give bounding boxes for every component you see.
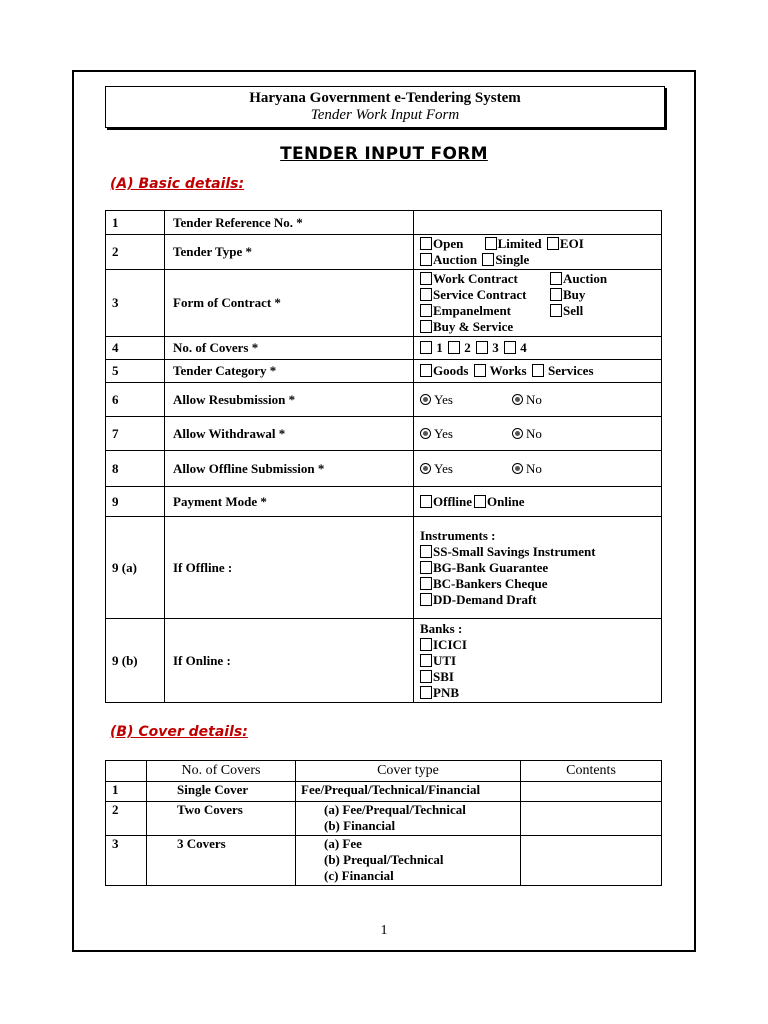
section-b-heading: (B) Cover details: [110,724,248,740]
column-header: Contents [521,761,662,782]
basic-details-table [105,210,662,703]
radio-icon[interactable] [512,394,523,405]
cover-contents[interactable] [521,782,662,802]
option-sell[interactable]: Sell [550,303,583,319]
option-buy-and-service[interactable]: Buy & Service [420,319,513,335]
table-row [106,417,662,451]
form-of-contract-options [414,270,662,337]
option-auction[interactable]: Auction [550,271,607,287]
row-number: 9 (b) [106,619,165,703]
table-header-row [106,761,662,782]
payment-mode-options [414,487,662,517]
checkbox-icon[interactable] [420,364,432,377]
row-label: Form of Contract * [165,270,414,337]
checkbox-icon[interactable] [474,364,486,377]
radio-yes[interactable]: Yes [420,392,512,408]
table-row [106,451,662,487]
row-label: If Online : [165,619,414,703]
option-ss[interactable]: SS-Small Savings Instrument [420,544,661,560]
cover-count: 3 Covers [147,836,296,886]
checkbox-icon[interactable] [420,545,432,558]
checkbox-icon[interactable] [420,577,432,590]
checkbox-icon[interactable] [420,341,432,354]
table-row [106,782,662,802]
row-number: 3 [106,270,165,337]
row-label: Tender Type * [165,235,414,270]
checkbox-icon[interactable] [420,495,432,508]
allow-withdrawal-options [414,417,662,451]
instruments-options [414,517,662,619]
checkbox-icon[interactable] [474,495,486,508]
row-number: 8 [106,451,165,487]
table-row [106,383,662,417]
option-auction[interactable]: Auction [420,252,477,268]
table-row [106,360,662,383]
cover-type: (a) Fee (b) Prequal/Technical (c) Financial [296,836,521,886]
page-number: 1 [380,923,388,938]
row-label: Allow Resubmission * [165,383,414,417]
checkbox-icon[interactable] [420,686,432,699]
row-label: Tender Category * [165,360,414,383]
column-header: Cover type [296,761,521,782]
checkbox-icon[interactable] [420,237,432,250]
option-4[interactable]: 4 [504,340,527,356]
checkbox-icon[interactable] [550,272,562,285]
checkbox-icon[interactable] [550,304,562,317]
row-number: 6 [106,383,165,417]
checkbox-icon[interactable] [532,364,544,377]
option-bc[interactable]: BC-Bankers Cheque [420,576,661,592]
option-eoi[interactable]: EOI [547,236,584,252]
banks-title: Banks : [420,620,463,636]
cover-type: Fee/Prequal/Technical/Financial [296,782,521,802]
option-offline[interactable]: Offline [420,494,472,510]
radio-yes[interactable]: Yes [420,461,512,477]
table-row [106,836,662,886]
option-3[interactable]: 3 [476,340,499,356]
checkbox-icon[interactable] [420,654,432,667]
option-services[interactable]: Services [532,363,594,379]
header-box [105,86,665,128]
cover-number: 2 [106,802,147,836]
checkbox-icon[interactable] [420,272,432,285]
table-row [106,337,662,360]
checkbox-icon[interactable] [420,561,432,574]
banks-options [414,619,662,703]
cover-count: Two Covers [147,802,296,836]
option-work-contract[interactable]: Work Contract [420,271,548,287]
allow-resubmission-options [414,383,662,417]
option-works[interactable]: Works [474,363,527,379]
option-1[interactable]: 1 [420,340,443,356]
checkbox-icon[interactable] [550,288,562,301]
table-row [106,619,662,703]
row-label: Payment Mode * [165,487,414,517]
option-pnb[interactable]: PNB [420,685,661,701]
row-label: No. of Covers * [165,337,414,360]
option-bg[interactable]: BG-Bank Guarantee [420,560,661,576]
checkbox-icon[interactable] [420,670,432,683]
row-number: 9 (a) [106,517,165,619]
table-row [106,802,662,836]
checkbox-icon[interactable] [547,237,559,250]
checkbox-icon[interactable] [420,320,432,333]
instruments-title: Instruments : [420,527,496,543]
row-number: 5 [106,360,165,383]
row-label: Allow Offline Submission * [165,451,414,487]
column-header-number [106,761,147,782]
tender-category-options [414,360,662,383]
checkbox-icon[interactable] [420,253,432,266]
no-of-covers-options [414,337,662,360]
row-label: Tender Reference No. * [165,211,414,235]
table-row [106,517,662,619]
option-open[interactable]: Open [420,236,463,252]
form-title: TENDER INPUT FORM [280,144,488,164]
radio-icon[interactable] [420,428,431,439]
row-number: 1 [106,211,165,235]
org-title: Haryana Government e-Tendering System [249,90,521,106]
checkbox-icon[interactable] [448,341,460,354]
radio-no[interactable]: No [512,461,542,477]
option-empanelment[interactable]: Empanelment [420,303,548,319]
option-service-contract[interactable]: Service Contract [420,287,548,303]
row-label: Allow Withdrawal * [165,417,414,451]
form-subtitle: Tender Work Input Form [310,107,460,123]
radio-icon[interactable] [512,463,523,474]
table-row [106,235,662,270]
table-row [106,211,662,235]
checkbox-icon[interactable] [420,288,432,301]
cover-number: 1 [106,782,147,802]
row-number: 2 [106,235,165,270]
cover-count: Single Cover [147,782,296,802]
option-limited[interactable]: Limited [485,236,542,252]
row-label: If Offline : [165,517,414,619]
option-sbi[interactable]: SBI [420,669,661,685]
option-online[interactable]: Online [474,494,525,510]
allow-offline-submission-options [414,451,662,487]
option-single[interactable]: Single [482,252,529,268]
checkbox-icon[interactable] [420,593,432,606]
option-buy[interactable]: Buy [550,287,585,303]
tender-type-options [414,235,662,270]
checkbox-icon[interactable] [420,638,432,651]
column-header: No. of Covers [147,761,296,782]
checkbox-icon[interactable] [420,304,432,317]
checkbox-icon[interactable] [485,237,497,250]
table-row [106,487,662,517]
radio-icon[interactable] [420,463,431,474]
row-number: 7 [106,417,165,451]
option-uti[interactable]: UTI [420,653,661,669]
radio-no[interactable]: No [512,392,542,408]
option-2[interactable]: 2 [448,340,471,356]
checkbox-icon[interactable] [504,341,516,354]
checkbox-icon[interactable] [482,253,494,266]
cover-contents[interactable] [521,836,662,886]
row-number: 9 [106,487,165,517]
row-number: 4 [106,337,165,360]
radio-icon[interactable] [512,428,523,439]
cover-contents[interactable] [521,802,662,836]
radio-icon[interactable] [420,394,431,405]
radio-no[interactable]: No [512,426,542,442]
section-a-heading: (A) Basic details: [110,176,245,192]
checkbox-icon[interactable] [476,341,488,354]
radio-yes[interactable]: Yes [420,426,512,442]
option-icici[interactable]: ICICI [420,637,661,653]
cover-details-table [105,760,662,886]
cover-number: 3 [106,836,147,886]
table-row [106,270,662,337]
tender-reference-field[interactable] [414,211,662,235]
cover-type: (a) Fee/Prequal/Technical (b) Financial [296,802,521,836]
option-dd[interactable]: DD-Demand Draft [420,592,661,608]
option-goods[interactable]: Goods [420,363,468,379]
